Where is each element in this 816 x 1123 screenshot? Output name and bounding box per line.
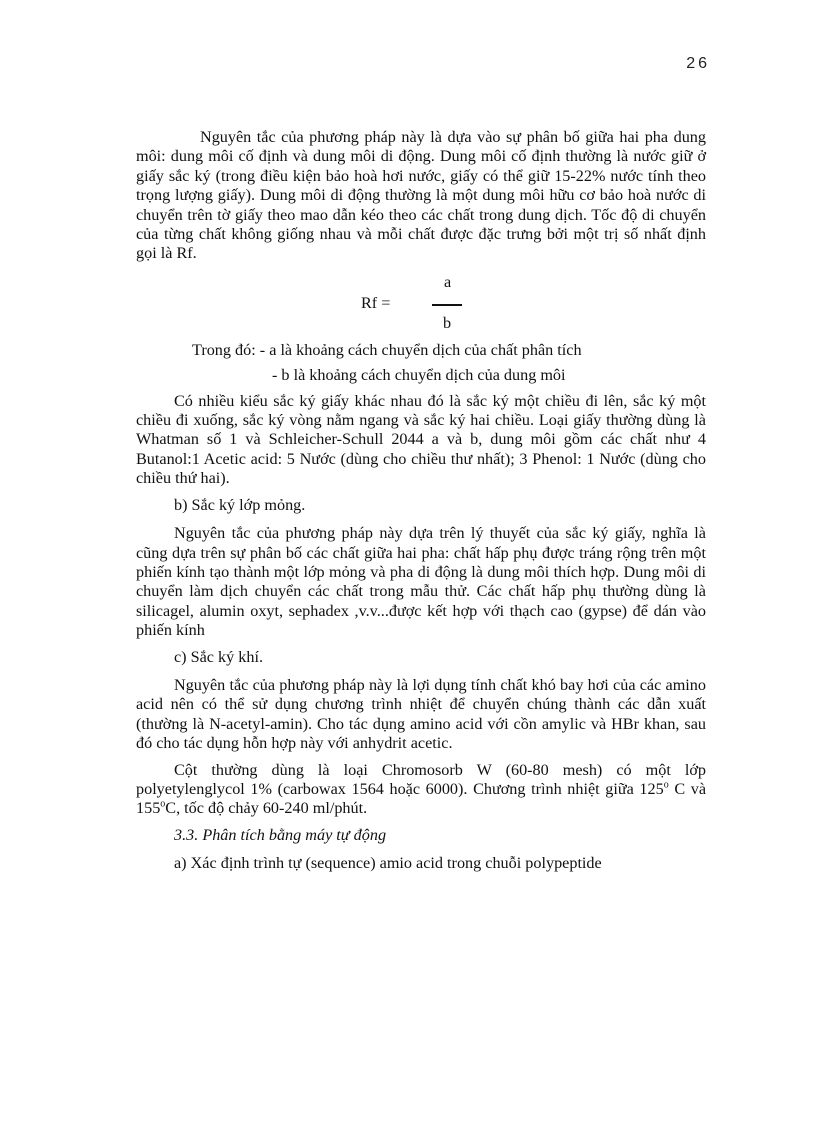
degree-superscript-2: o (160, 798, 166, 810)
rf-formula (136, 271, 706, 341)
formula-definition-b: - b là khoảng cách chuyển dịch của dung môi (272, 366, 566, 385)
fraction-bar (432, 304, 462, 306)
paragraph-thin-layer-principle: Nguyên tắc của phương pháp này dựa trên lý thuyết của sắc ký giấy, nghĩa là cũng dựa trên sự phân bố các chất giữa hai pha: chất hấp phụ được tráng rộng trên một phiến kính tạo thành một lớp mỏng và pha di động là dung môi thích hợp. Dung môi di chuyển làm dịch chuyển các chất trong mẫu thử. Các chất hấp phụ thường dùng là silicagel, alumin oxyt, sephadex ,v.v...được kết hợp với thạch cao (gypse) để dán vào phiến kính (136, 524, 706, 640)
formula-lhs: Rf = (361, 293, 391, 312)
formula-numerator: a (444, 272, 452, 291)
paragraph-gas-chromatography-column (136, 761, 706, 819)
column-text-part-2: C và 155 (136, 779, 706, 818)
column-text-part-1: Cột thường dùng là loại Chromosorb W (60-80 mesh) có một lớp polyetylenglycol 1% (carbowax 1564 hoặc 6000). Chương trình nhiệt giữa 125 (136, 760, 706, 798)
column-text-part-3: C, tốc độ chảy 60-240 ml/phút. (165, 799, 368, 818)
degree-superscript-1: o (663, 779, 669, 791)
page-number: 26 (686, 55, 710, 72)
paragraph-paper-chromatography-types: Có nhiều kiểu sắc ký giấy khác nhau đó là sắc ký một chiều đi lên, sắc ký một chiều đi xuống, sắc ký vòng nằm ngang và sắc ký hai chiều. Loại giấy thường dùng là Whatman số 1 và Schleicher-Schull 2044 a và b, dung môi gồm các chất như 4 Butanol:1 Acetic acid: 5 Nước (dùng cho chiều thư nhất); 3 Phenol: 1 Nước (dùng cho chiều thứ hai). (136, 391, 706, 488)
document-body (136, 128, 706, 883)
heading-automated-analysis: 3.3. Phân tích bằng máy tự động (174, 825, 387, 844)
formula-definition-a: Trong đó: - a là khoảng cách chuyển dịch của chất phân tích (192, 340, 582, 359)
formula-denominator: b (443, 313, 452, 332)
heading-thin-layer-chromatography: b) Sắc ký lớp mỏng. (174, 495, 306, 514)
heading-gas-chromatography: c) Sắc ký khí. (174, 647, 264, 666)
paragraph-paper-chromatography-principle: Nguyên tắc của phương pháp này là dựa vào sự phân bố giữa hai pha dung môi: dung môi cố định và dung môi di động. Dung môi cố định thường là nước giữ ở giấy sắc ký (trong điều kiện bảo hoà hơi nước, giấy có thể giữ 15-22% nước tính theo trọng lượng giấy). Dung môi di động thường là một dung môi hữu cơ bảo hoà nước di chuyển trên tờ giấy theo mao dẫn kéo theo các chất trong dung dịch. Tốc độ di chuyển của từng chất không giống nhau và mỗi chất được đặc trưng bởi một trị số nhất định gọi là Rf. (136, 128, 706, 263)
heading-sequence-determination: a) Xác định trình tự (sequence) amio acid trong chuỗi polypeptide (174, 854, 602, 873)
paragraph-gas-chromatography-principle: Nguyên tắc của phương pháp này là lợi dụng tính chất khó bay hơi của các amino acid nên có thể sử dụng chương trình nhiệt để chuyển chúng thành các dẫn xuất (thường là N-acetyl-amin). Cho tác dụng amino acid với cồn amylic và HBr khan, sau đó cho tác dụng hỗn hợp này với anhydrit acetic. (136, 675, 706, 753)
